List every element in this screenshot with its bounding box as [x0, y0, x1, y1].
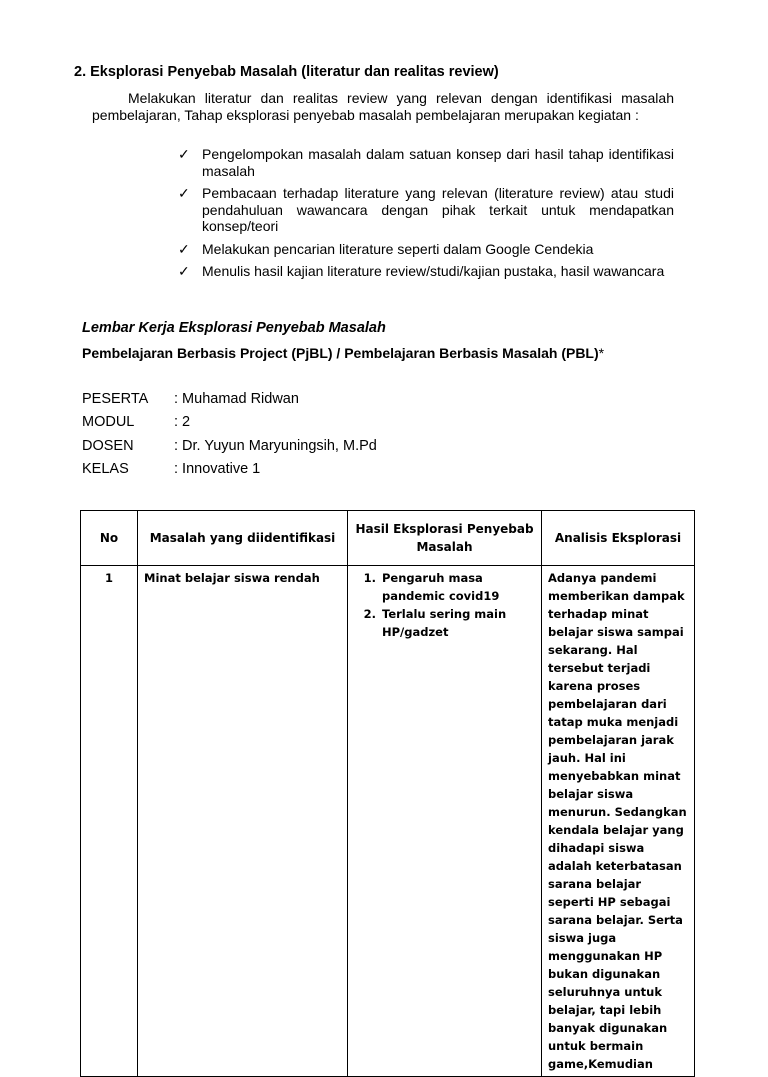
- info-value: : 2: [174, 414, 191, 431]
- checklist-item-text: Menulis hasil kajian literature review/studi/kajian pustaka, hasil wawancara: [202, 263, 665, 279]
- cell-no: 1: [81, 566, 138, 1077]
- checklist-item: [178, 146, 674, 179]
- info-value: : Muhamad Ridwan: [174, 391, 299, 407]
- info-value: : Dr. Yuyun Maryuningsih, M.Pd: [174, 437, 377, 454]
- checkmark-icon: ✓: [178, 240, 190, 257]
- activity-checklist: [178, 146, 674, 286]
- worksheet-title: Lembar Kerja Eksplorasi Penyebab Masalah: [82, 320, 386, 336]
- header-analisis: Analisis Eksplorasi: [542, 511, 695, 566]
- info-label: DOSEN: [82, 437, 134, 454]
- checklist-item-text: Pengelompokan masalah dalam satuan konsep dari hasil tahap identifikasi masalah: [202, 146, 674, 179]
- intro-paragraph: Melakukan literatur dan realitas review yang relevan dengan identifikasi masalah pembelajaran, Tahap eksplorasi penyebab masalah pembelajaran merupakan kegiatan :: [92, 90, 674, 123]
- info-label: PESERTA: [82, 391, 149, 407]
- checkmark-icon: ✓: [178, 263, 190, 279]
- table-row: [81, 566, 695, 1077]
- info-label: KELAS: [82, 460, 129, 477]
- info-row-peserta: [82, 391, 377, 414]
- info-value: : Innovative 1: [174, 460, 261, 477]
- cell-analisis: Adanya pandemi memberikan dampak terhadap minat belajar siswa sampai sekarang. Hal tersebut terjadi karena proses pembelajaran dari tatap muka menjadi pembelajaran jarak jauh. Hal ini menyebabkan minat belajar siswa menurun. Sedangkan kendala belajar yang dihadapi siswa adalah keterbatasan sarana belajar seperti HP sebagai sarana belajar. Serta siswa juga menggunakan HP bukan digunakan seluruhnya untuk belajar, tapi lebih banyak digunakan untuk bermain game,Kemudian: [542, 566, 695, 1077]
- checkmark-icon: ✓: [178, 185, 190, 201]
- info-row-kelas: [82, 461, 377, 484]
- table-header-row: [81, 511, 695, 566]
- hasil-item: 2. Terlalu sering main HP/gadzet: [380, 605, 535, 641]
- cell-hasil: [348, 566, 542, 1077]
- worksheet-subtitle: [82, 345, 604, 361]
- section-heading: 2. Eksplorasi Penyebab Masalah (literatur dan realitas review): [74, 64, 499, 80]
- header-hasil: Hasil Eksplorasi Penyebab Masalah: [348, 511, 542, 566]
- checklist-item: [178, 263, 674, 280]
- checklist-item-text: Melakukan pencarian literature seperti dalam Google Cendekia: [202, 240, 594, 257]
- cell-masalah: Minat belajar siswa rendah: [138, 566, 348, 1077]
- hasil-item: 1. Pengaruh masa pandemic covid19: [380, 569, 535, 605]
- header-masalah: Masalah yang diidentifikasi: [138, 511, 348, 566]
- hasil-list: [354, 569, 535, 641]
- header-no: No: [81, 511, 138, 566]
- footnote-mark: *: [598, 345, 605, 361]
- exploration-table: [80, 510, 695, 1077]
- checklist-item: [178, 241, 674, 258]
- checklist-item: [178, 185, 674, 235]
- info-row-dosen: [82, 438, 377, 461]
- worksheet-subtitle-text: Pembelajaran Berbasis Project (PjBL) / Pembelajaran Berbasis Masalah (PBL): [82, 345, 599, 361]
- participant-info: [82, 391, 377, 484]
- info-row-modul: [82, 414, 377, 437]
- checkmark-icon: ✓: [178, 146, 190, 162]
- checklist-item-text: Pembacaan terhadap literature yang relevan (literature review) atau studi pendahuluan wawancara dengan pihak terkait untuk mendapatkan konsep/teori: [202, 185, 674, 234]
- info-label: MODUL: [82, 414, 135, 431]
